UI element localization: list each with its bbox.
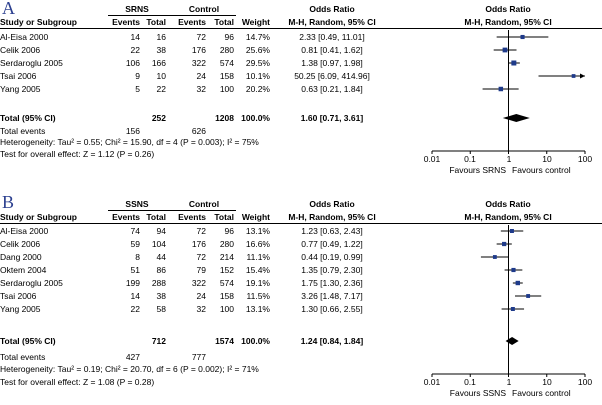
total1: 44 xyxy=(156,252,166,262)
events2-header: Events xyxy=(178,212,206,222)
events2-header: Events xyxy=(178,17,206,27)
study-name: Dang 2000 xyxy=(0,252,42,262)
group2-label: Control xyxy=(188,4,220,14)
or-text-subheader: M-H, Random, 95% CI xyxy=(288,212,376,222)
favours-left-label: Favours SSNS xyxy=(449,388,506,398)
study-header: Study or Subgroup xyxy=(0,17,77,27)
heterogeneity-text: Heterogeneity: Tau² = 0.19; Chi² = 20.70, df = 6 (P = 0.002); I² = 71% xyxy=(0,364,259,374)
events2: 72 xyxy=(196,32,206,42)
study-point xyxy=(572,74,576,78)
total2: 152 xyxy=(219,265,234,275)
events1: 8 xyxy=(135,252,140,262)
panel-letter: A xyxy=(2,0,15,18)
events2: 322 xyxy=(191,58,206,68)
total2: 158 xyxy=(219,71,234,81)
or-text-header: Odds Ratio xyxy=(309,4,355,14)
events2: 79 xyxy=(196,265,206,275)
events2: 32 xyxy=(196,84,206,94)
or-plot-header: Odds Ratio xyxy=(485,199,531,209)
total-events2: 777 xyxy=(191,352,206,362)
weight: 14.7% xyxy=(245,32,270,42)
weight: 16.6% xyxy=(245,239,270,249)
total1: 38 xyxy=(156,291,166,301)
study-name: Tsai 2006 xyxy=(0,71,37,81)
total-events-label: Total events xyxy=(0,352,46,362)
total-t2: 1208 xyxy=(215,113,234,123)
axis-tick-label: 0.01 xyxy=(423,377,441,387)
or-ci: 3.26 [1.48, 7.17] xyxy=(301,291,363,301)
axis-tick-label: 10 xyxy=(542,377,552,387)
heterogeneity-text: Heterogeneity: Tau² = 0.55; Chi² = 15.90, df = 4 (P = 0.003); I² = 75% xyxy=(0,137,259,147)
study-point xyxy=(511,61,516,66)
total1: 288 xyxy=(151,278,166,288)
study-name: Serdaroglu 2005 xyxy=(0,278,63,288)
total1: 58 xyxy=(156,304,166,314)
total2-header: Total xyxy=(214,212,234,222)
weight: 25.6% xyxy=(245,45,270,55)
axis-tick-label: 100 xyxy=(577,154,593,164)
events1: 59 xyxy=(130,239,140,249)
events1: 51 xyxy=(130,265,140,275)
events1-header: Events xyxy=(112,17,140,27)
total-t2: 1574 xyxy=(215,336,234,346)
total2: 158 xyxy=(219,291,234,301)
study-point xyxy=(502,242,506,246)
study-name: Serdaroglu 2005 xyxy=(0,58,63,68)
study-point xyxy=(499,87,503,91)
total2: 96 xyxy=(224,226,234,236)
forest-plot-svg-a xyxy=(0,0,602,202)
total1: 22 xyxy=(156,84,166,94)
weight: 19.1% xyxy=(245,278,270,288)
total1: 16 xyxy=(156,32,166,42)
axis-tick-label: 10 xyxy=(542,154,552,164)
total2: 574 xyxy=(219,58,234,68)
events1: 9 xyxy=(135,71,140,81)
events2: 24 xyxy=(196,71,206,81)
events2: 72 xyxy=(196,252,206,262)
events1: 22 xyxy=(130,304,140,314)
events2: 176 xyxy=(191,239,206,249)
or-plot-subheader: M-H, Random, 95% CI xyxy=(464,212,552,222)
or-text-subheader: M-H, Random, 95% CI xyxy=(288,17,376,27)
study-header: Study or Subgroup xyxy=(0,212,77,222)
or-ci: 2.33 [0.49, 11.01] xyxy=(299,32,365,42)
or-text-header: Odds Ratio xyxy=(309,199,355,209)
study-name: Oktem 2004 xyxy=(0,265,47,275)
total-label: Total (95% CI) xyxy=(0,113,56,123)
total1-header: Total xyxy=(146,17,166,27)
events1: 14 xyxy=(130,32,140,42)
weight: 10.1% xyxy=(245,71,270,81)
total2: 100 xyxy=(219,304,234,314)
or-plot-header: Odds Ratio xyxy=(485,4,531,14)
study-name: Celik 2006 xyxy=(0,45,41,55)
or-ci: 0.63 [0.21, 1.84] xyxy=(301,84,363,94)
study-point xyxy=(511,268,515,272)
group2-label: Control xyxy=(188,199,220,209)
total2: 574 xyxy=(219,278,234,288)
study-name: Celik 2006 xyxy=(0,239,41,249)
study-name: Tsai 2006 xyxy=(0,291,37,301)
total-label: Total (95% CI) xyxy=(0,336,56,346)
or-ci: 0.44 [0.19, 0.99] xyxy=(301,252,363,262)
events1: 22 xyxy=(130,45,140,55)
weight: 29.5% xyxy=(245,58,270,68)
favours-right-label: Favours control xyxy=(512,388,571,398)
study-name: Al-Eisa 2000 xyxy=(0,32,49,42)
events1-header: Events xyxy=(112,212,140,222)
axis-tick-label: 1 xyxy=(506,377,512,387)
total-events-label: Total events xyxy=(0,126,46,136)
total2: 96 xyxy=(224,32,234,42)
events2: 322 xyxy=(191,278,206,288)
total2-header: Total xyxy=(214,17,234,27)
weight: 13.1% xyxy=(245,304,270,314)
group1-label: SRNS xyxy=(125,4,149,14)
events2: 72 xyxy=(196,226,206,236)
total-t1: 252 xyxy=(151,113,166,123)
weight: 11.5% xyxy=(246,291,270,301)
forest-plot-a xyxy=(0,0,602,202)
total1-header: Total xyxy=(146,212,166,222)
axis-tick-label: 100 xyxy=(577,377,593,387)
total1: 38 xyxy=(156,45,166,55)
axis-tick-label: 0.1 xyxy=(464,377,476,387)
ci-arrow xyxy=(580,74,585,79)
study-point xyxy=(510,229,514,233)
total1: 166 xyxy=(151,58,166,68)
events1: 74 xyxy=(130,226,140,236)
weight: 20.2% xyxy=(245,84,270,94)
panel-letter: B xyxy=(2,192,15,212)
weight: 13.1% xyxy=(245,226,270,236)
events1: 199 xyxy=(125,278,140,288)
weight-header: Weight xyxy=(241,17,270,27)
total-events2: 626 xyxy=(191,126,206,136)
total-weight: 100.0% xyxy=(241,336,270,346)
events2: 176 xyxy=(191,45,206,55)
total1: 86 xyxy=(156,265,166,275)
pooled-diamond xyxy=(503,114,530,122)
overall-effect-text: Test for overall effect: Z = 1.12 (P = 0.26) xyxy=(0,149,155,159)
events1: 14 xyxy=(130,291,140,301)
weight-header: Weight xyxy=(241,212,270,222)
or-ci: 50.25 [6.09, 414.96] xyxy=(294,71,370,81)
events1: 5 xyxy=(135,84,140,94)
study-point xyxy=(526,294,530,298)
total-t1: 712 xyxy=(151,336,166,346)
total-events1: 156 xyxy=(125,126,140,136)
total-or-ci: 1.60 [0.71, 3.61] xyxy=(300,113,364,123)
total-weight: 100.0% xyxy=(241,113,270,123)
total-events1: 427 xyxy=(125,352,140,362)
favours-right-label: Favours control xyxy=(512,165,571,175)
or-ci: 0.81 [0.41, 1.62] xyxy=(301,45,363,55)
axis-tick-label: 0.1 xyxy=(464,154,476,164)
study-point xyxy=(516,281,520,285)
or-ci: 0.77 [0.49, 1.22] xyxy=(301,239,363,249)
study-name: Yang 2005 xyxy=(0,84,41,94)
study-point xyxy=(503,48,508,53)
total2: 100 xyxy=(219,84,234,94)
study-point xyxy=(520,35,524,39)
overall-effect-text: Test for overall effect: Z = 1.08 (P = 0.28) xyxy=(0,377,155,387)
study-point xyxy=(511,307,515,311)
study-name: Al-Eisa 2000 xyxy=(0,226,49,236)
total2: 280 xyxy=(219,45,234,55)
axis-tick-label: 1 xyxy=(506,154,512,164)
favours-left-label: Favours SRNS xyxy=(449,165,506,175)
total1: 104 xyxy=(151,239,166,249)
forest-plot-b xyxy=(0,192,602,398)
events2: 24 xyxy=(196,291,206,301)
total-or-ci: 1.24 [0.84, 1.84] xyxy=(300,336,364,346)
forest-plot-svg-b xyxy=(0,196,602,405)
study-point xyxy=(493,255,497,259)
or-ci: 1.30 [0.66, 2.55] xyxy=(301,304,363,314)
weight: 11.1% xyxy=(246,252,270,262)
events1: 106 xyxy=(125,58,140,68)
or-plot-subheader: M-H, Random, 95% CI xyxy=(464,17,552,27)
or-ci: 1.75 [1.30, 2.36] xyxy=(301,278,363,288)
study-name: Yang 2005 xyxy=(0,304,41,314)
or-ci: 1.23 [0.63, 2.43] xyxy=(301,226,363,236)
weight: 15.4% xyxy=(245,265,270,275)
group1-label: SSNS xyxy=(125,199,149,209)
or-ci: 1.38 [0.97, 1.98] xyxy=(301,58,363,68)
axis-tick-label: 0.01 xyxy=(423,154,441,164)
total1: 10 xyxy=(156,71,166,81)
or-ci: 1.35 [0.79, 2.30] xyxy=(301,265,363,275)
pooled-diamond xyxy=(506,337,519,345)
total1: 94 xyxy=(156,226,166,236)
total2: 280 xyxy=(219,239,234,249)
total2: 214 xyxy=(219,252,234,262)
events2: 32 xyxy=(196,304,206,314)
